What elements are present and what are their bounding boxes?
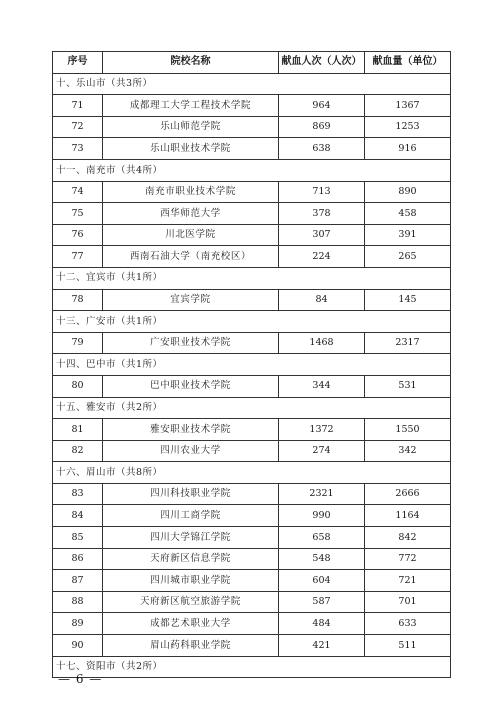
table-row [53,570,451,592]
row-number: 81 [53,419,103,441]
school-name: 巴中职业技术学院 [103,375,279,397]
header-blood-units: 献血量（单位） [365,52,451,74]
table-row [53,224,451,246]
school-name: 成都艺术职业大学 [103,613,279,635]
section-row [53,397,451,419]
donor-count: 638 [279,138,365,160]
school-name: 成都理工大学工程技术学院 [103,95,279,117]
table-body [53,73,451,678]
donor-count: 869 [279,116,365,138]
section-row [53,311,451,333]
blood-units: 1367 [365,95,451,117]
table-row [53,289,451,311]
blood-units: 2666 [365,483,451,505]
blood-units: 842 [365,527,451,549]
blood-units: 1164 [365,505,451,527]
donor-count: 587 [279,591,365,613]
section-row [53,656,451,678]
header-no: 序号 [53,52,103,74]
table-row [53,548,451,570]
section-row [53,73,451,95]
row-number: 83 [53,483,103,505]
row-number: 86 [53,548,103,570]
school-name: 四川工商学院 [103,505,279,527]
section-title: 十、乐山市（共3所） [53,73,451,95]
row-number: 90 [53,635,103,657]
table-row [53,246,451,268]
blood-units: 391 [365,224,451,246]
section-row [53,159,451,181]
blood-units: 265 [365,246,451,268]
blood-units: 1550 [365,419,451,441]
section-row [53,267,451,289]
donor-count: 713 [279,181,365,203]
section-title: 十一、南充市（共4所） [53,159,451,181]
donor-count: 1372 [279,419,365,441]
page-number: — 6 — [58,672,103,686]
school-name: 四川城市职业学院 [103,570,279,592]
row-number: 74 [53,181,103,203]
row-number: 85 [53,527,103,549]
row-number: 84 [53,505,103,527]
school-name: 天府新区信息学院 [103,548,279,570]
donor-count: 2321 [279,483,365,505]
blood-units: 916 [365,138,451,160]
donor-count: 1468 [279,332,365,354]
donor-count: 344 [279,375,365,397]
blood-units: 890 [365,181,451,203]
donor-count: 84 [279,289,365,311]
donor-count: 421 [279,635,365,657]
row-number: 71 [53,95,103,117]
row-number: 88 [53,591,103,613]
section-title: 十五、雅安市（共2所） [53,397,451,419]
table-row [53,138,451,160]
school-name: 川北医学院 [103,224,279,246]
section-title: 十四、巴中市（共1所） [53,354,451,376]
table-row [53,332,451,354]
donor-count: 990 [279,505,365,527]
row-number: 79 [53,332,103,354]
donor-count: 484 [279,613,365,635]
table-row [53,591,451,613]
blood-units: 721 [365,570,451,592]
table-row [53,419,451,441]
section-title: 十二、宜宾市（共1所） [53,267,451,289]
row-number: 78 [53,289,103,311]
school-name: 南充市职业技术学院 [103,181,279,203]
row-number: 77 [53,246,103,268]
header-donor-count: 献血人次（人次） [279,52,365,74]
blood-units: 633 [365,613,451,635]
blood-donation-table [52,51,451,678]
table-row [53,613,451,635]
section-row [53,462,451,484]
blood-units: 511 [365,635,451,657]
table-row [53,635,451,657]
table-row [53,527,451,549]
header-school-name: 院校名称 [103,52,279,74]
school-name: 广安职业技术学院 [103,332,279,354]
section-title: 十六、眉山市（共8所） [53,462,451,484]
school-name: 宜宾学院 [103,289,279,311]
table-row [53,440,451,462]
blood-units: 145 [365,289,451,311]
blood-units: 342 [365,440,451,462]
row-number: 89 [53,613,103,635]
blood-units: 2317 [365,332,451,354]
table-row [53,116,451,138]
blood-units: 772 [365,548,451,570]
section-row [53,354,451,376]
donor-count: 307 [279,224,365,246]
donor-count: 658 [279,527,365,549]
donor-count: 224 [279,246,365,268]
table-row [53,483,451,505]
row-number: 76 [53,224,103,246]
blood-units: 531 [365,375,451,397]
donor-count: 964 [279,95,365,117]
table-row [53,181,451,203]
school-name: 四川科技职业学院 [103,483,279,505]
school-name: 乐山职业技术学院 [103,138,279,160]
row-number: 80 [53,375,103,397]
school-name: 西华师范大学 [103,203,279,225]
table-row [53,95,451,117]
blood-units: 701 [365,591,451,613]
row-number: 73 [53,138,103,160]
table-row [53,505,451,527]
donor-count: 378 [279,203,365,225]
row-number: 75 [53,203,103,225]
section-title: 十七、资阳市（共2所） [53,656,451,678]
donor-count: 274 [279,440,365,462]
school-name: 雅安职业技术学院 [103,419,279,441]
school-name: 西南石油大学（南充校区） [103,246,279,268]
donor-count: 604 [279,570,365,592]
table-row [53,375,451,397]
school-name: 四川大学锦江学院 [103,527,279,549]
donor-count: 548 [279,548,365,570]
section-title: 十三、广安市（共1所） [53,311,451,333]
row-number: 72 [53,116,103,138]
school-name: 乐山师范学院 [103,116,279,138]
row-number: 82 [53,440,103,462]
school-name: 眉山药科职业学院 [103,635,279,657]
school-name: 四川农业大学 [103,440,279,462]
school-name: 天府新区航空旅游学院 [103,591,279,613]
blood-units: 1253 [365,116,451,138]
table-row [53,203,451,225]
blood-units: 458 [365,203,451,225]
row-number: 87 [53,570,103,592]
header-row [53,52,451,74]
